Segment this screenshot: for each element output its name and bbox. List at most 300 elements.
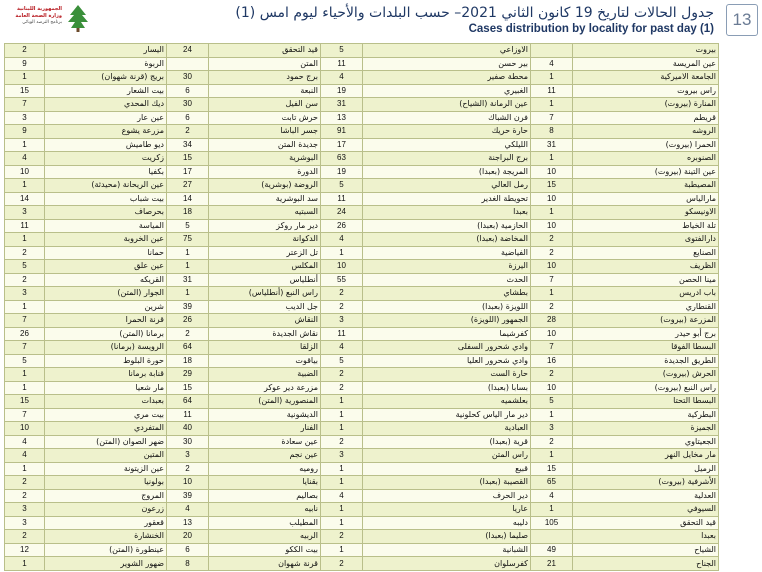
locality-name-cell: سن الفيل (209, 98, 321, 112)
locality-name-cell: قريطم (573, 111, 719, 125)
table-row (5, 179, 719, 193)
case-count-cell: 1 (531, 71, 573, 85)
case-count-cell: 7 (5, 314, 45, 328)
case-count-cell: 15 (531, 179, 573, 193)
case-count-cell: 8 (531, 125, 573, 139)
case-count-cell: 65 (531, 476, 573, 490)
case-count-cell: 1 (5, 138, 45, 152)
locality-name-cell: بطشاي (363, 287, 531, 301)
case-count-cell: 2 (5, 44, 45, 58)
case-count-cell: 2 (531, 233, 573, 247)
case-count-cell: 20 (167, 530, 209, 544)
locality-name-cell: دارالفتوى (573, 233, 719, 247)
locality-name-cell: بريج (قرنة شهوان) (45, 71, 167, 85)
locality-name-cell: بياقوت (209, 354, 321, 368)
case-count-cell: 15 (5, 84, 45, 98)
locality-name-cell: مينا الحصن (573, 273, 719, 287)
case-count-cell: 2 (531, 368, 573, 382)
locality-name-cell: المريجة (بعبدا) (363, 165, 531, 179)
case-count-cell: 31 (531, 138, 573, 152)
case-count-cell: 49 (531, 543, 573, 557)
locality-name-cell: البطركية (573, 408, 719, 422)
case-count-cell: 2 (321, 435, 363, 449)
case-count-cell: 2 (5, 530, 45, 544)
case-count-cell: 2 (321, 381, 363, 395)
locality-name-cell: السبتيه (209, 206, 321, 220)
locality-name-cell: عين المريسة (573, 57, 719, 71)
case-count-cell: 1 (167, 260, 209, 274)
case-count-cell: 5 (5, 354, 45, 368)
case-count-cell: 31 (321, 98, 363, 112)
case-count-cell: 28 (531, 314, 573, 328)
case-count-cell: 2 (321, 530, 363, 544)
case-count-cell: 24 (321, 206, 363, 220)
case-count-cell: 7 (5, 408, 45, 422)
locality-name-cell: الأشرفية (بيروت) (573, 476, 719, 490)
case-count-cell: 4 (321, 489, 363, 503)
locality-name-cell: الديشونية (209, 408, 321, 422)
table-row (5, 44, 719, 58)
locality-name-cell: بولونيا (45, 476, 167, 490)
locality-name-cell: المياسة (45, 219, 167, 233)
locality-name-cell: عين الخروبة (45, 233, 167, 247)
locality-name-cell: عين نجم (209, 449, 321, 463)
locality-name-cell: ضهور الشوير (45, 557, 167, 571)
case-count-cell: 9 (5, 125, 45, 139)
locality-name-cell: المتن (209, 57, 321, 71)
case-count-cell: 2 (5, 246, 45, 260)
table-row (5, 206, 719, 220)
locality-name-cell: الحرش (بيروت) (573, 368, 719, 382)
locality-name-cell: الفنار (209, 422, 321, 436)
case-count-cell: 29 (167, 368, 209, 382)
table-row (5, 341, 719, 355)
locality-name-cell: دير الحرف (363, 489, 531, 503)
locality-name-cell: بصاليم (209, 489, 321, 503)
case-count-cell: 5 (531, 395, 573, 409)
table-row (5, 462, 719, 476)
locality-name-cell: المزرعة (بيروت) (573, 314, 719, 328)
locality-name-cell: الحمرا (بيروت) (573, 138, 719, 152)
locality-name-cell: وادي شحرور العليا (363, 354, 531, 368)
table-row (5, 300, 719, 314)
case-count-cell: 2 (531, 435, 573, 449)
locality-name-cell: القصيبة (بعبدا) (363, 476, 531, 490)
case-count-cell: 1 (5, 368, 45, 382)
case-count-cell: 4 (5, 435, 45, 449)
locality-name-cell: عينطورة (المتن) (45, 543, 167, 557)
case-count-cell: 1 (531, 503, 573, 517)
case-count-cell: 1 (5, 381, 45, 395)
locality-name-cell: برمانا (المتن) (45, 327, 167, 341)
case-count-cell: 1 (5, 557, 45, 571)
locality-name-cell: الشبانية (363, 543, 531, 557)
locality-name-cell: اللويزة (بعبدا) (363, 300, 531, 314)
logo-line-1: الجمهورية اللبنانية (16, 6, 62, 12)
case-count-cell: 2 (5, 273, 45, 287)
table-row (5, 368, 719, 382)
locality-name-cell: الربيه (209, 530, 321, 544)
locality-name-cell: حرش تابت (209, 111, 321, 125)
locality-name-cell: حارة حريك (363, 125, 531, 139)
case-count-cell: 10 (531, 192, 573, 206)
case-count-cell: 13 (321, 111, 363, 125)
locality-name-cell: عاريا (363, 503, 531, 517)
case-count-cell: 1 (5, 300, 45, 314)
case-count-cell: 19 (321, 165, 363, 179)
case-count-cell: 2 (321, 557, 363, 571)
case-count-cell: 4 (5, 152, 45, 166)
case-count-cell: 6 (167, 111, 209, 125)
table-row (5, 246, 719, 260)
case-count-cell: 21 (531, 557, 573, 571)
locality-name-cell: الحازمية (بعبدا) (363, 219, 531, 233)
locality-name-cell: الزلقا (209, 341, 321, 355)
locality-name-cell: بيت مري (45, 408, 167, 422)
case-count-cell: 4 (5, 449, 45, 463)
case-count-cell: 5 (5, 260, 45, 274)
locality-name-cell: الفياضية (363, 246, 531, 260)
table-row (5, 233, 719, 247)
locality-name-cell: حارة الست (363, 368, 531, 382)
case-count-cell: 1 (531, 449, 573, 463)
case-count-cell: 7 (5, 341, 45, 355)
case-count-cell: 1 (531, 206, 573, 220)
case-count-cell: 10 (531, 219, 573, 233)
case-count-cell: 10 (5, 165, 45, 179)
case-count-cell: 30 (167, 71, 209, 85)
locality-name-cell: الجمهور (اللويزة) (363, 314, 531, 328)
locality-name-cell: عين الرمانة (الشياح) (363, 98, 531, 112)
table-row (5, 327, 719, 341)
locality-name-cell: قبيع (363, 462, 531, 476)
case-count-cell: 3 (167, 449, 209, 463)
case-count-cell: 1 (531, 408, 573, 422)
case-count-cell: 1 (5, 71, 45, 85)
table-row (5, 71, 719, 85)
locality-name-cell: عين سعادة (209, 435, 321, 449)
locality-name-cell: عين علق (45, 260, 167, 274)
locality-name-cell: اليرزة (363, 260, 531, 274)
locality-name-cell: المتين (45, 449, 167, 463)
case-count-cell: 1 (321, 476, 363, 490)
locality-name-cell: ديك المحدي (45, 98, 167, 112)
case-count-cell (531, 44, 573, 58)
table-row (5, 287, 719, 301)
case-count-cell: 1 (321, 462, 363, 476)
table-row (5, 503, 719, 517)
locality-name-cell: البوشرية (209, 152, 321, 166)
locality-name-cell: دير مار الياس كحلونية (363, 408, 531, 422)
locality-name-cell: قيد التحقق (573, 516, 719, 530)
locality-name-cell: المكلس (209, 260, 321, 274)
case-count-cell: 1 (321, 395, 363, 409)
locality-name-cell: العبادية (363, 422, 531, 436)
case-count-cell: 1 (5, 179, 45, 193)
case-count-cell: 10 (531, 327, 573, 341)
table-row (5, 408, 719, 422)
case-count-cell: 24 (167, 44, 209, 58)
locality-name-cell: حمانا (45, 246, 167, 260)
locality-name-cell: المنصورية (المتن) (209, 395, 321, 409)
locality-name-cell: الدكوانة (209, 233, 321, 247)
locality-name-cell: بحرصاف (45, 206, 167, 220)
table-row (5, 435, 719, 449)
cases-table-body (5, 44, 719, 571)
locality-name-cell: عين التينة (بيروت) (573, 165, 719, 179)
case-count-cell: 1 (5, 233, 45, 247)
locality-name-cell: راس النبع (بيروت) (573, 381, 719, 395)
locality-name-cell: الجوار (المتن) (45, 287, 167, 301)
case-count-cell: 15 (167, 381, 209, 395)
case-count-cell: 7 (5, 98, 45, 112)
table-row (5, 449, 719, 463)
locality-name-cell: الرويسة (برمانا) (45, 341, 167, 355)
case-count-cell: 2 (321, 287, 363, 301)
locality-name-cell: الرميل (573, 462, 719, 476)
table-row (5, 152, 719, 166)
case-count-cell: 11 (321, 57, 363, 71)
case-count-cell: 19 (321, 84, 363, 98)
locality-name-cell: مار شعيا (45, 381, 167, 395)
locality-name-cell: بقنايا (209, 476, 321, 490)
locality-name-cell: الطريق الجديدة (573, 354, 719, 368)
case-count-cell: 2 (167, 462, 209, 476)
case-count-cell: 40 (167, 422, 209, 436)
case-count-cell: 13 (167, 516, 209, 530)
locality-name-cell: باب ادريس (573, 287, 719, 301)
case-count-cell: 10 (531, 260, 573, 274)
case-count-cell: 4 (167, 503, 209, 517)
locality-name-cell: الخنشارة (45, 530, 167, 544)
locality-name-cell: محطة صفير (363, 71, 531, 85)
locality-name-cell: نقاش الجديدة (209, 327, 321, 341)
table-row (5, 165, 719, 179)
case-count-cell: 34 (167, 138, 209, 152)
locality-name-cell: اليسار (45, 44, 167, 58)
case-count-cell: 15 (167, 152, 209, 166)
locality-name-cell: زكريت (45, 152, 167, 166)
locality-name-cell: المطيلب (209, 516, 321, 530)
locality-name-cell: الروشه (573, 125, 719, 139)
case-count-cell: 15 (531, 462, 573, 476)
case-count-cell: 12 (5, 543, 45, 557)
locality-name-cell: عين الريحانة (محيدثة) (45, 179, 167, 193)
locality-name-cell: بسابا (بعبدا) (363, 381, 531, 395)
locality-name-cell: مزرعة يشوع (45, 125, 167, 139)
case-count-cell: 9 (5, 57, 45, 71)
case-count-cell: 14 (5, 192, 45, 206)
case-count-cell: 75 (167, 233, 209, 247)
case-count-cell: 4 (321, 341, 363, 355)
case-count-cell: 1 (531, 152, 573, 166)
locality-name-cell: المصيطبة (573, 179, 719, 193)
locality-name-cell: كفرسلوان (363, 557, 531, 571)
case-count-cell: 31 (167, 273, 209, 287)
locality-name-cell: بيروت (573, 44, 719, 58)
case-count-cell: 26 (167, 314, 209, 328)
case-count-cell: 11 (321, 327, 363, 341)
page-number: 13 (726, 4, 758, 36)
locality-name-cell: النبعة (209, 84, 321, 98)
locality-name-cell: مارالياس (573, 192, 719, 206)
table-row (5, 125, 719, 139)
case-count-cell: 10 (531, 381, 573, 395)
table-row (5, 395, 719, 409)
case-count-cell: 26 (321, 219, 363, 233)
table-row (5, 354, 719, 368)
case-count-cell: 3 (5, 516, 45, 530)
locality-name-cell: دليبه (363, 516, 531, 530)
locality-name-cell: بيت الككو (209, 543, 321, 557)
locality-name-cell: كفرشيما (363, 327, 531, 341)
case-count-cell: 4 (531, 57, 573, 71)
case-count-cell: 17 (167, 165, 209, 179)
table-row (5, 98, 719, 112)
locality-name-cell: بيت شباب (45, 192, 167, 206)
locality-name-cell: عين الزيتونة (45, 462, 167, 476)
case-count-cell: 105 (531, 516, 573, 530)
case-count-cell: 5 (321, 179, 363, 193)
case-count-cell: 7 (531, 111, 573, 125)
case-count-cell: 1 (167, 246, 209, 260)
case-count-cell: 2 (531, 246, 573, 260)
table-row (5, 84, 719, 98)
case-count-cell: 4 (321, 233, 363, 247)
locality-name-cell: راس النبع (أنطلياس) (209, 287, 321, 301)
locality-name-cell: قيد التحقق (209, 44, 321, 58)
locality-name-cell: المروج (45, 489, 167, 503)
locality-name-cell: الضبية (209, 368, 321, 382)
table-row (5, 138, 719, 152)
case-count-cell: 2 (321, 368, 363, 382)
locality-name-cell: الصنوبره (573, 152, 719, 166)
locality-name-cell: فرن الشباك (363, 111, 531, 125)
locality-name-cell: الاونيسكو (573, 206, 719, 220)
case-count-cell: 18 (167, 354, 209, 368)
locality-name-cell: الاوزاعي (363, 44, 531, 58)
locality-name-cell: بعلشميه (363, 395, 531, 409)
locality-name-cell: الربوة (45, 57, 167, 71)
locality-name-cell: زرعون (45, 503, 167, 517)
case-count-cell: 11 (321, 192, 363, 206)
case-count-cell: 1 (321, 516, 363, 530)
case-count-cell: 6 (167, 84, 209, 98)
locality-name-cell: وادي شحرور السفلى (363, 341, 531, 355)
case-count-cell: 11 (531, 84, 573, 98)
locality-name-cell: الروضة (بوشرية) (209, 179, 321, 193)
table-row (5, 219, 719, 233)
case-count-cell: 39 (167, 300, 209, 314)
locality-name-cell: جديدة المتن (209, 138, 321, 152)
case-count-cell: 1 (321, 408, 363, 422)
locality-name-cell: مزرعة دير عوكر (209, 381, 321, 395)
case-count-cell: 5 (167, 219, 209, 233)
locality-name-cell: ضهر الصوان (المتن) (45, 435, 167, 449)
locality-name-cell: دير مار روكز (209, 219, 321, 233)
case-count-cell: 10 (531, 165, 573, 179)
case-count-cell: 27 (167, 179, 209, 193)
locality-name-cell: البسطا الفوقا (573, 341, 719, 355)
case-count-cell: 30 (167, 98, 209, 112)
locality-name-cell: قرية (بعبدا) (363, 435, 531, 449)
case-count-cell: 3 (5, 206, 45, 220)
case-count-cell: 3 (5, 287, 45, 301)
table-row (5, 489, 719, 503)
case-count-cell: 10 (167, 476, 209, 490)
case-count-cell: 64 (167, 395, 209, 409)
case-count-cell: 1 (321, 543, 363, 557)
case-count-cell: 30 (167, 435, 209, 449)
table-row (5, 476, 719, 490)
locality-name-cell: سد البوشرية (209, 192, 321, 206)
locality-name-cell: تحويطة الغدير (363, 192, 531, 206)
case-count-cell: 3 (321, 449, 363, 463)
case-count-cell: 26 (5, 327, 45, 341)
table-row (5, 422, 719, 436)
case-count-cell: 2 (167, 327, 209, 341)
locality-name-cell: حورة البلوط (45, 354, 167, 368)
case-count-cell: 5 (321, 44, 363, 58)
case-count-cell: 2 (531, 300, 573, 314)
case-count-cell: 10 (5, 422, 45, 436)
case-count-cell: 55 (321, 273, 363, 287)
cases-table (4, 43, 719, 571)
locality-name-cell: روميه (209, 462, 321, 476)
locality-name-cell: تلة الخياط (573, 219, 719, 233)
case-count-cell: 3 (531, 422, 573, 436)
case-count-cell: 4 (321, 71, 363, 85)
case-count-cell: 15 (5, 395, 45, 409)
locality-name-cell: راس بيروت (573, 84, 719, 98)
locality-name-cell: الدورة (209, 165, 321, 179)
table-row (5, 57, 719, 71)
locality-name-cell: الغبيري (363, 84, 531, 98)
locality-name-cell: بعبدا (573, 530, 719, 544)
case-count-cell: 3 (5, 503, 45, 517)
case-count-cell: 8 (167, 557, 209, 571)
locality-name-cell: الجعيتاوي (573, 435, 719, 449)
locality-name-cell: القنطاري (573, 300, 719, 314)
case-count-cell (167, 57, 209, 71)
locality-name-cell: عين عار (45, 111, 167, 125)
case-count-cell: 17 (321, 138, 363, 152)
case-count-cell: 4 (531, 489, 573, 503)
case-count-cell: 18 (167, 206, 209, 220)
locality-name-cell: قعقور (45, 516, 167, 530)
locality-name-cell: النقاش (209, 314, 321, 328)
locality-name-cell: البسطا التحتا (573, 395, 719, 409)
page-title-english: Cases distribution by locality for past day (1) (468, 23, 714, 35)
locality-name-cell: المنارة (بيروت) (573, 98, 719, 112)
case-count-cell: 1 (531, 98, 573, 112)
case-count-cell: 2 (321, 300, 363, 314)
case-count-cell: 63 (321, 152, 363, 166)
locality-name-cell: المتفردي (45, 422, 167, 436)
table-row (5, 260, 719, 274)
table-row (5, 111, 719, 125)
locality-name-cell: بكفيا (45, 165, 167, 179)
table-row (5, 314, 719, 328)
case-count-cell: 3 (5, 111, 45, 125)
case-count-cell: 1 (167, 287, 209, 301)
locality-name-cell: الشياح (573, 543, 719, 557)
case-count-cell: 91 (321, 125, 363, 139)
locality-name-cell: نابيه (209, 503, 321, 517)
case-count-cell: 2 (5, 489, 45, 503)
table-row (5, 557, 719, 571)
case-count-cell: 7 (531, 341, 573, 355)
